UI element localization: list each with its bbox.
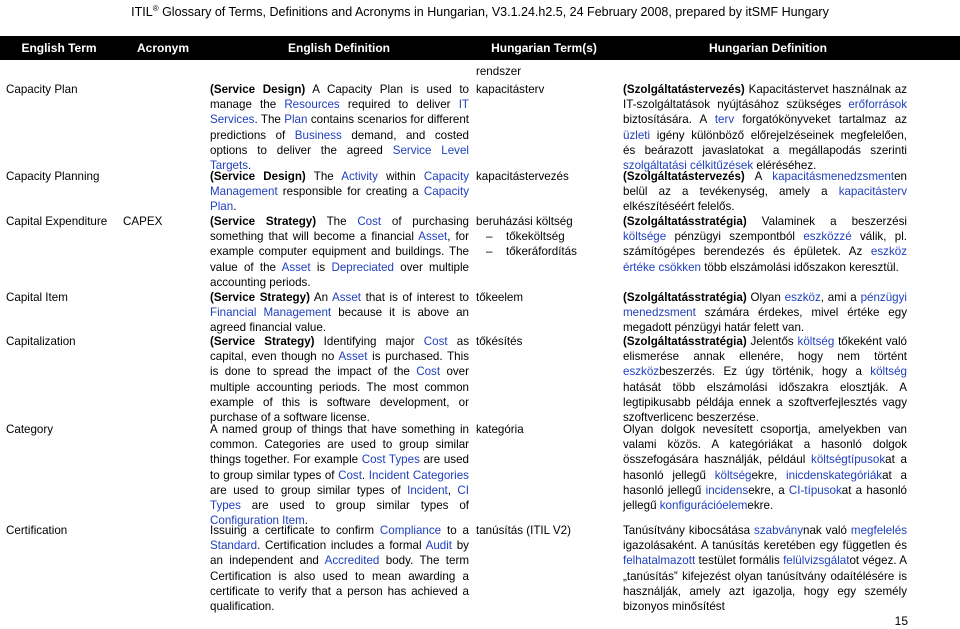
- hungarian-terms: [476, 334, 611, 349]
- glossary-term-link: konfigurációelem: [659, 499, 748, 513]
- glossary-term-link: Capacity Management: [210, 170, 470, 199]
- definition-text: ekre.: [747, 499, 774, 513]
- definition-text: The: [305, 170, 342, 183]
- title-prefix: ITIL: [131, 5, 153, 20]
- hungarian-term-text: tőkésítés: [476, 335, 523, 348]
- english-definition: [210, 523, 469, 614]
- hungarian-term: [476, 334, 611, 349]
- dash-mark: –: [486, 245, 493, 259]
- definition-text: over multiple accounting periods.: [210, 260, 469, 289]
- definition-text: demand, and costed options to deliver the agreed: [210, 128, 469, 157]
- glossary-term-link: költség: [797, 335, 835, 348]
- definition-text: elkészítéséért felelős.: [623, 200, 735, 214]
- definition-text: Issuing a certificate to confirm: [210, 524, 380, 537]
- glossary-term-link: Standard: [210, 539, 258, 553]
- definition-scope: (Szolgáltatástervezés): [623, 170, 745, 183]
- english-term: Capital Expenditure: [6, 215, 108, 228]
- english-definition: [210, 290, 469, 336]
- glossary-term-link: szolgáltatási célkitűzések: [623, 159, 754, 173]
- hungarian-term-text: tőkeköltség: [506, 230, 565, 244]
- definition-text: are used to group similar types of: [210, 483, 408, 497]
- definition-text: .: [361, 468, 369, 482]
- glossary-term-link: Service Level Targets: [210, 143, 469, 173]
- hungarian-term-text: kapacitástervezés: [476, 170, 569, 183]
- hungarian-term: [476, 244, 611, 259]
- definition-text: . The: [254, 113, 285, 127]
- glossary-term-link: Compliance: [379, 524, 442, 537]
- hungarian-term-text: tanúsítás (ITIL V2): [476, 524, 571, 537]
- definition-text: Tanúsítvány kibocsátása: [623, 524, 755, 537]
- hungarian-definition: [623, 334, 907, 425]
- header-english-term: English Term: [21, 41, 97, 55]
- definition-text: több elszámolási időszakon keresztül.: [700, 260, 899, 274]
- definition-text: Kapacitástervet használnak az IT-szolgáltatások nyújtásához szükséges: [623, 83, 907, 112]
- header-english-definition: English Definition: [288, 41, 390, 55]
- glossary-term-link: Capacity Plan: [210, 185, 469, 214]
- hungarian-term: [476, 290, 611, 305]
- glossary-term-link: Cost: [423, 335, 448, 348]
- glossary-table: [0, 60, 960, 614]
- glossary-term-link: eszközzé: [803, 230, 852, 244]
- glossary-term-link: CI-típusok: [788, 483, 842, 497]
- hungarian-terms: [476, 169, 611, 184]
- definition-text: , for example computer equipment and buildings. The value of the: [210, 230, 469, 274]
- definition-text: .: [233, 200, 237, 214]
- glossary-term-link: felülvizsgálat: [783, 554, 850, 568]
- english-term: Capacity Planning: [6, 170, 100, 183]
- definition-scope: (Szolgáltatástervezés): [623, 83, 745, 96]
- definition-text: számára érdekes, mivel értéke egy megadott pénzügyi határ felett van.: [623, 306, 907, 335]
- definition-text: ekre, a: [748, 483, 789, 497]
- definition-text: of purchasing something that will become a financial: [210, 215, 469, 244]
- english-definition: [210, 169, 469, 215]
- definition-text: A: [744, 170, 773, 183]
- hungarian-term-text: kapacitásterv: [476, 83, 545, 96]
- definition-text: pénzügyi szempontból: [666, 230, 804, 244]
- definition-text: Valaminek a beszerzési: [746, 215, 907, 228]
- english-term: Capacity Plan: [6, 83, 78, 96]
- hungarian-term: [476, 523, 611, 538]
- definition-text: A Capacity Plan is used to manage the: [210, 83, 469, 112]
- glossary-term-link: Asset: [338, 350, 368, 364]
- glossary-term-link: felhatalmazott: [623, 554, 696, 568]
- definition-text: Olyan: [746, 291, 785, 304]
- hungarian-terms: [476, 422, 611, 437]
- hungarian-term: [476, 214, 611, 229]
- glossary-term-link: kapacitásterv: [838, 185, 907, 199]
- acronym: CAPEX: [123, 215, 163, 228]
- hungarian-term: [476, 169, 611, 184]
- definition-text: biztosítására. A: [623, 113, 715, 127]
- page-title: [0, 4, 960, 19]
- definition-text: contains scenarios for different predictions of: [210, 113, 469, 142]
- glossary-term-link: Business: [294, 128, 342, 142]
- definition-scope: (Szolgáltatásstratégia): [623, 291, 747, 304]
- definition-text: .: [248, 159, 252, 173]
- glossary-term-link: Cost: [338, 468, 362, 482]
- hungarian-definition: [623, 422, 907, 513]
- table-header: [0, 36, 960, 60]
- definition-text: are used to group similar types of: [210, 453, 469, 482]
- glossary-term-link: Accredited: [324, 554, 380, 568]
- definition-text: igazolásaként. A tanúsítás keretében egy független és: [623, 539, 907, 553]
- glossary-term-link: eszköz értéke csökken: [623, 245, 907, 274]
- hungarian-definition: [623, 523, 907, 614]
- glossary-term-link: inicdenskategóriák: [786, 468, 883, 482]
- english-definition: [210, 82, 469, 173]
- definition-text: to a: [441, 524, 470, 537]
- glossary-term-link: incidens: [705, 483, 749, 497]
- title-text: Glossary of Terms, Definitions and Acronyms in Hungarian, V3.1.24.h2.5, 24 February 2008, prepared by itSMF Hungary: [158, 5, 829, 20]
- definition-text: body. The term Certification is also used to mean awarding a certificate to verify that a person has achieved a qualification.: [210, 554, 469, 614]
- english-term: Certification: [6, 524, 68, 537]
- english-term: Capital Item: [6, 291, 68, 304]
- definition-text: Jelentős: [746, 335, 798, 348]
- glossary-term-link: Configuration Item: [210, 514, 305, 528]
- definition-text: within: [377, 170, 424, 183]
- header-hungarian-definition: Hungarian Definition: [709, 41, 827, 55]
- glossary-term-link: Audit: [425, 539, 453, 553]
- glossary-term-link: Activity: [341, 170, 378, 183]
- definition-text: at a hasonló jellegű: [623, 483, 907, 513]
- page-number: 15: [894, 614, 908, 628]
- hungarian-terms: [476, 82, 611, 97]
- definition-scope: (Service Strategy): [210, 291, 310, 304]
- glossary-term-link: Resources: [284, 98, 340, 112]
- hungarian-definition: [623, 214, 907, 275]
- hungarian-term: [476, 422, 611, 437]
- glossary-term-link: költség: [870, 365, 907, 379]
- definition-text: over multiple accounting periods. The most common example of this is software development, or purchase of a software license.: [210, 365, 469, 425]
- definition-text: because it is above an agreed financial value.: [210, 306, 470, 335]
- glossary-term-link: Financial Management: [210, 306, 332, 320]
- english-term: Category: [6, 423, 54, 436]
- definition-text: The: [316, 215, 358, 228]
- glossary-term-link: Incident Categories: [368, 468, 469, 482]
- glossary-term-link: költségtípusok: [811, 453, 886, 467]
- hungarian-term-text: tőkeráfordítás: [506, 245, 577, 259]
- definition-text: Olyan dolgok nevesített csoportja, amelyekben van valami közös. A kategóriákat a hasonló dolgok összefogására használják, például: [623, 423, 907, 467]
- definition-text: ot végez. A „tanúsítás” kifejezést olyan tanúsítvány odaítélésére is használják, amely azt igazolja, hogy egy személy bizonyos minősítést: [623, 554, 907, 614]
- glossary-term-link: költség: [714, 468, 752, 482]
- hungarian-term-text: beruházási költség: [476, 215, 573, 228]
- glossary-term-link: pénzügyi menedzsment: [623, 291, 908, 320]
- definition-scope: (Service Design): [210, 83, 306, 96]
- definition-scope: (Service Strategy): [210, 215, 317, 228]
- definition-scope: (Szolgáltatásstratégia): [623, 335, 747, 348]
- glossary-term-link: eszköz: [623, 365, 660, 379]
- glossary-term-link: Incident: [407, 483, 448, 497]
- definition-text: , ami a: [820, 291, 861, 304]
- definition-text: is: [310, 260, 332, 274]
- glossary-term-link: Cost Types: [361, 453, 420, 467]
- english-term: Capitalization: [6, 335, 76, 348]
- definition-text: are used to group similar types of: [240, 499, 469, 513]
- glossary-term-link: Depreciated: [331, 260, 394, 274]
- definition-text: nak való: [803, 524, 851, 537]
- glossary-term-link: erőforrások: [848, 98, 907, 112]
- definition-text: responsible for creating a: [277, 185, 424, 199]
- hungarian-terms: [476, 290, 611, 305]
- hungarian-definition: [623, 82, 907, 173]
- glossary-term-link: Plan: [284, 113, 308, 127]
- definition-text: en belül az a tevékenység, amely a: [623, 170, 907, 199]
- english-definition: [210, 334, 469, 425]
- glossary-term-link: Asset: [418, 230, 448, 244]
- definition-text: forgatókönyveket tartalmaz az: [734, 113, 907, 127]
- definition-text: eléréséhez.: [753, 159, 817, 173]
- definition-text: that is of interest to: [361, 291, 469, 304]
- glossary-term-link: költsége: [623, 230, 667, 244]
- hungarian-terms: [476, 523, 611, 538]
- hungarian-terms: [476, 214, 611, 260]
- definition-text: . Certification includes a formal: [257, 539, 426, 553]
- carry-over-text: rendszer: [476, 65, 522, 78]
- header-acronym: Acronym: [136, 41, 189, 55]
- registered-mark: ®: [152, 4, 159, 13]
- glossary-term-link: Cost: [416, 365, 441, 379]
- definition-text: ekre,: [751, 468, 787, 482]
- glossary-term-link: Asset: [281, 260, 311, 274]
- glossary-term-link: terv: [714, 113, 735, 127]
- definition-scope: (Szolgáltatásstratégia): [623, 215, 747, 228]
- definition-text: required to deliver: [339, 98, 459, 112]
- glossary-term-link: CI Types: [210, 483, 469, 513]
- hungarian-definition: [623, 290, 907, 336]
- definition-text: ,: [447, 483, 458, 497]
- definition-text: at a hasonló jellegű: [623, 468, 907, 497]
- glossary-term-link: Asset: [332, 291, 362, 304]
- definition-scope: (Service Design): [210, 170, 306, 183]
- definition-text: testület formális: [695, 554, 784, 568]
- definition-text: is purchased. This is done to spread the impact of the: [210, 350, 469, 379]
- glossary-term-link: kapacitásmenedzsment: [772, 170, 895, 183]
- definition-text: válik, pl. számítógépes berendezés és épületek. Az: [623, 230, 907, 259]
- definition-text: Identifying major: [314, 335, 424, 348]
- definition-scope: (Service Strategy): [210, 335, 315, 348]
- definition-text: tőkeként való elismerése annak ellenére, hogy nem történt: [623, 335, 907, 364]
- hungarian-term: [476, 229, 611, 244]
- glossary-term-link: eszköz: [784, 291, 821, 304]
- hungarian-term-text: tőkeelem: [476, 291, 524, 304]
- glossary-term-link: üzleti: [623, 128, 651, 142]
- glossary-term-link: megfelelés: [850, 524, 907, 537]
- definition-text: .: [304, 514, 308, 528]
- english-definition: [210, 214, 469, 290]
- definition-text: A named group of things that have something in common. Categories are used to group similar things together. For example: [210, 423, 469, 467]
- dash-mark: –: [486, 230, 493, 244]
- definition-text: at a hasonló jellegű: [623, 453, 907, 482]
- hungarian-term: [476, 82, 611, 97]
- hungarian-term-text: kategória: [476, 423, 524, 436]
- header-hungarian-terms: Hungarian Term(s): [491, 41, 597, 55]
- glossary-term-link: szabvány: [754, 524, 804, 537]
- english-definition: [210, 422, 469, 528]
- glossary-term-link: Cost: [357, 215, 382, 228]
- glossary-term-link: IT Services: [210, 98, 469, 127]
- definition-text: An: [309, 291, 333, 304]
- definition-text: igény különböző előrejelzéseinek megfelelően, és beárazott javaslatokat a megállapodás szerinti: [623, 128, 907, 157]
- definition-text: beszerzés. Ez úgy történik, hogy a: [659, 365, 871, 379]
- definition-text: hatását több elszámolási időszakra elosztják. A legtipikusabb példája ennek a szoftverfejlesztés vagy szoftverlicenc beszerzése.: [623, 380, 907, 425]
- definition-text: by an independent and: [210, 539, 469, 568]
- hungarian-definition: [623, 169, 907, 215]
- definition-text: as capital, even though no: [210, 335, 470, 364]
